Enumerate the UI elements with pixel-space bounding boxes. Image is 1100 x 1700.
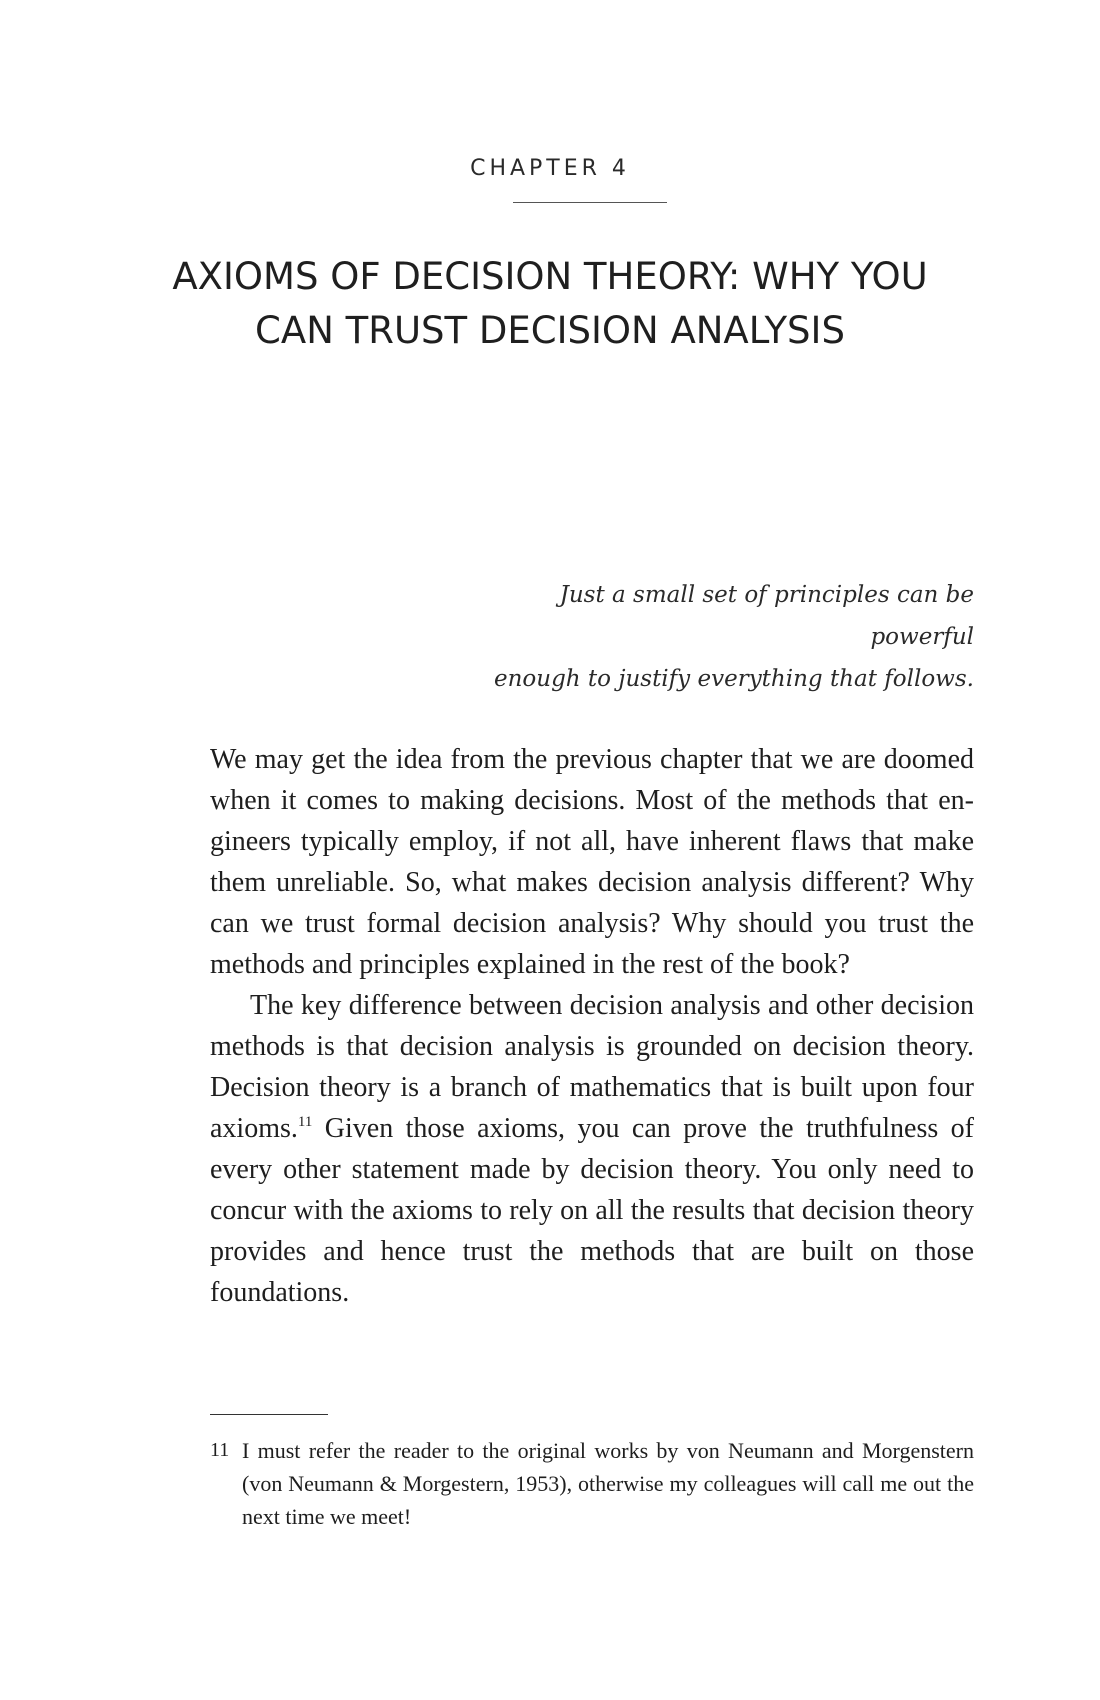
paragraph-2-text-end: Given those axioms, you can prove the truthfulness of every other statement made by decision theory. You only need to concur with the axioms to rely on all the results that decision theory provides and hence trust the methods that are built on those foundations. xyxy=(210,1113,974,1308)
chapter-divider xyxy=(513,202,667,203)
body-text xyxy=(210,739,974,1313)
epigraph-line-2: enough to justify everything that follows. xyxy=(493,666,974,692)
chapter-label: CHAPTER 4 xyxy=(470,156,630,181)
paragraph-2-text-start: The key difference between decision analysis and other decision methods is that decision analysis is grounded on decision theory. Decision theory is a branch of mathematics that is built upon four axioms. xyxy=(210,990,974,1144)
footnote-text: I must refer the reader to the original works by von Neumann and Morgenstern (von Neumann & Morgestern, 1953), otherwise my colleagues will call me out the next time we meet! xyxy=(242,1438,974,1529)
footnote-reference[interactable]: 11 xyxy=(297,1114,313,1130)
epigraph-line-1: Just a small set of principles can be powerful xyxy=(559,582,974,650)
paragraph-1: We may get the idea from the previous chapter that we are doomed when it comes to making decisions. Most of the methods that engineers typically employ, if not all, have inherent flaws that make them unreliable. So, what makes decision analysis different? Why can we trust formal decision analysis? Why should you trust the methods and principles explained in the rest of the book? xyxy=(210,744,974,980)
footnote-number: 11 xyxy=(210,1439,230,1461)
paragraph-2 xyxy=(210,985,974,1313)
chapter-title: AXIOMS OF DECISION THEORY: WHY YOU CAN TRUST DECISION ANALYSIS xyxy=(172,255,928,352)
footnote-divider xyxy=(210,1414,328,1415)
epigraph xyxy=(450,574,974,700)
footnote xyxy=(210,1434,974,1533)
